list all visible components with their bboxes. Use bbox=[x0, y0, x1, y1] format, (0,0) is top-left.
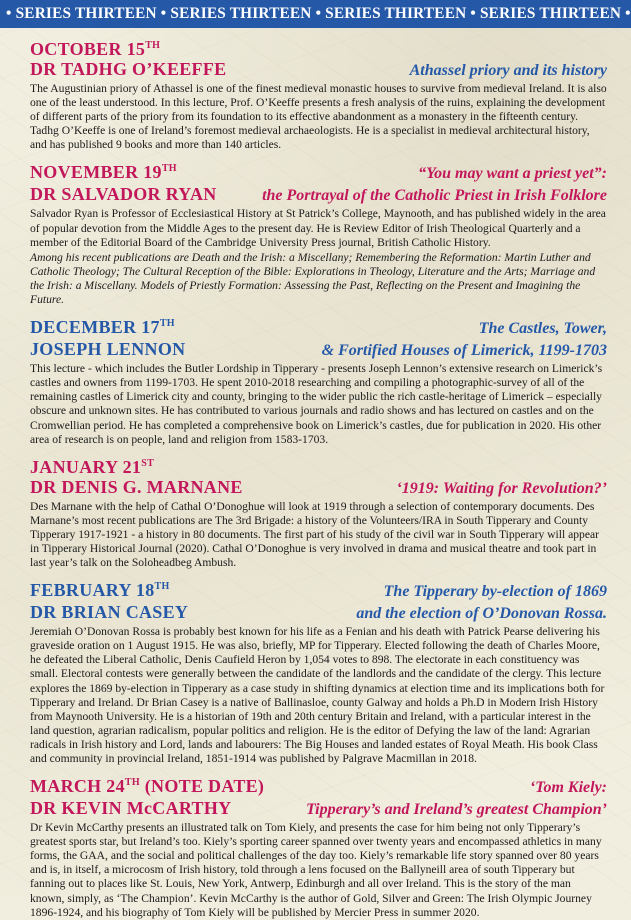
lecture-description: Jeremiah O’Donovan Rossa is probably best known for his life as a Fenian and his death with Patrick Pearse delivering his graveside oration on 1 August 1915. He was also, briefly, MP for Tipperary. Elected following the death of Charles Moore, he defeated the Liberal Catholic, Denis Caufield Heron by 1,054 votes to 898. The electorate in each constituency was small. Electoral contests were generally between the candidate of the landlords and the candidate of the clergy. This lecture explores the 1869 by-election in Tipperary as a case study in shifting dynamics at election time and its implications both for Tipperary and Ireland. Dr Brian Casey is a native of Ballinasloe, county Galway and holds a Ph.D in Modern Irish History from Maynooth University. He is a historian of 19th and 20th century Britain and Ireland, with a particular interest in the land question, agrarian radicalism, popular politics and religion. He is the editor of Defying the law of the land: Agrarian radicals in Irish history and Lord, lands and labourers: The Big Houses and landed estates of Royal Meath. His book Class and community in provincial Ireland, 1851-1914 was published by Palgrave Macmillan in 2018. bbox=[30, 625, 605, 765]
lecture-subtitle: and the election of O’Donovan Rossa. bbox=[356, 605, 607, 623]
lecture-description: Des Marnane with the help of Cathal O’Donoghue will look at 1919 through a selection of contemporary documents. Des Marnane’s most recent publications are The 3rd Brigade: a history of the Volunteers/IRA in South Tipperary and County Tipperary 1917-1921 - a history in 80 documents. The first part of his study of the civil war in South Tipperary will appear in Tipperary Historical Journal (2020). Cathal O’Donoghue is very involved in drama and musical theatre and took part in last year’s talk on the Soloheadbeg Ambush. bbox=[30, 499, 599, 570]
lecture-date: FEBRUARY 18TH bbox=[30, 580, 170, 601]
lecture-description: Dr Kevin McCarthy presents an illustrated talk on Tom Kiely, and presents the case for him being not only Tipperary’s greatest sports star, but Ireland’s too. Kiely’s sporting career spanned over twenty years and encompassed athletics in many forms, the GAA, and the social and political challenges of the day too. Kiely’s remarkable life story spanned over 80 years and is, in itself, a microcosm of Irish history, told through a lens focused on the Ballyneill area of south Tipperary but fanning out to places like St. Louis, New York, Antwerp, Edinburgh and all over Ireland. This is the story of the man known, simply, as ‘The Champion’. Kevin McCarthy is the author of Gold, Silver and Green: The Irish Olympic Journey 1896-1924, and his biography of Tom Kiely will be published by Mercier Press in summer 2020. bbox=[30, 821, 602, 919]
lecture-list bbox=[0, 28, 631, 920]
lecture-title: ‘1919: Waiting for Revolution?’ bbox=[396, 479, 607, 497]
lecture-january bbox=[30, 454, 607, 570]
lecture-date: JANUARY 21ST bbox=[30, 456, 155, 477]
lecture-title: Athassel priory and its history bbox=[409, 62, 607, 79]
lecture-february bbox=[30, 577, 607, 766]
lecture-december bbox=[30, 314, 607, 447]
lecture-description: Salvador Ryan is Professor of Ecclesiastical History at St Patrick’s College, Maynooth, and has published widely in the area of popular devotion from the Middle Ages to the present day. He is Review Editor of Irish Theological Quarterly and a member of the Editorial Board of the Cambridge University Press journal, British Catholic History. bbox=[30, 207, 606, 249]
lecture-description: The Augustinian priory of Athassel is one of the finest medieval monastic houses to survive from medieval Ireland. It is also one of the least understood. In this lecture, Prof. O’Keeffe presents a fresh analysis of the ruins, explaining the development of different parts of the priory from its foundation to its effective abandonment as a monastery in the fifteenth century. Tadhg O’Keeffe is one of Ireland’s foremost medieval archaeologists. He is a specialist in medieval architectural history, and has published 9 books and more than 140 articles. bbox=[30, 82, 607, 152]
lecture-subtitle: & Fortified Houses of Limerick, 1199-1703 bbox=[321, 342, 607, 360]
lecture-date: NOVEMBER 19TH bbox=[30, 162, 177, 183]
lecture-subtitle: Tipperary’s and Ireland’s greatest Champion’ bbox=[305, 801, 607, 819]
lecture-title: The Castles, Tower, bbox=[478, 320, 607, 338]
speaker-name: DR SALVADOR RYAN bbox=[30, 184, 217, 205]
lecture-title: ‘Tom Kiely: bbox=[529, 779, 607, 797]
speaker-name: JOSEPH LENNON bbox=[30, 339, 186, 360]
lecture-march bbox=[30, 773, 607, 920]
lecture-title: “You may want a priest yet”: bbox=[418, 165, 607, 183]
lecture-title: The Tipperary by-election of 1869 bbox=[383, 583, 607, 601]
lecture-subtitle: the Portrayal of the Catholic Priest in Irish Folklore bbox=[262, 187, 607, 205]
lecture-date: DECEMBER 17TH bbox=[30, 317, 175, 338]
lecture-description: This lecture - which includes the Butler Lordship in Tipperary - presents Joseph Lennon’s extensive research on Limerick’s castles and owners from 1199-1703. He spent 2010-2018 researching and compiling a photographic-survey of all of the remaining castles of Limerick city and county, bringing to the wider public the rich castle-heritage of Limerick – especially obscure and unknown sites. He has contributed to various journals and radio shows and has lectured on castles and on the Cromwellian period. He has completed a comprehensive book on Limerick’s castles, due for publication in 2020. His other area of research is on people, land and religion from 1583-1703. bbox=[30, 362, 603, 446]
speaker-name: DR TADHG O’KEEFFE bbox=[30, 59, 227, 79]
lecture-date: OCTOBER 15TH bbox=[30, 39, 161, 59]
lecture-publications: Among his recent publications are Death and the Irish: a Miscellany; Remembering the Reformation: Martin Luther and Catholic Theology; The Cultural Reception of the Bible: Explorations in Theology, Literature and the Arts; Marriage and the Irish: a Miscellany. Models of Priestly Formation: Assessing the Past, Reflecting on the Present and Imagining the Future. bbox=[30, 250, 596, 307]
speaker-name: DR DENIS G. MARNANE bbox=[30, 476, 243, 497]
lecture-november bbox=[30, 159, 607, 307]
series-banner: • SERIES THIRTEEN • SERIES THIRTEEN • SERIES THIRTEEN • SERIES THIRTEEN • bbox=[0, 0, 631, 28]
speaker-name: DR KEVIN McCARTHY bbox=[30, 798, 232, 819]
lecture-date: MARCH 24TH (NOTE DATE) bbox=[30, 776, 265, 797]
lecture-october bbox=[30, 36, 607, 152]
speaker-name: DR BRIAN CASEY bbox=[30, 602, 189, 623]
